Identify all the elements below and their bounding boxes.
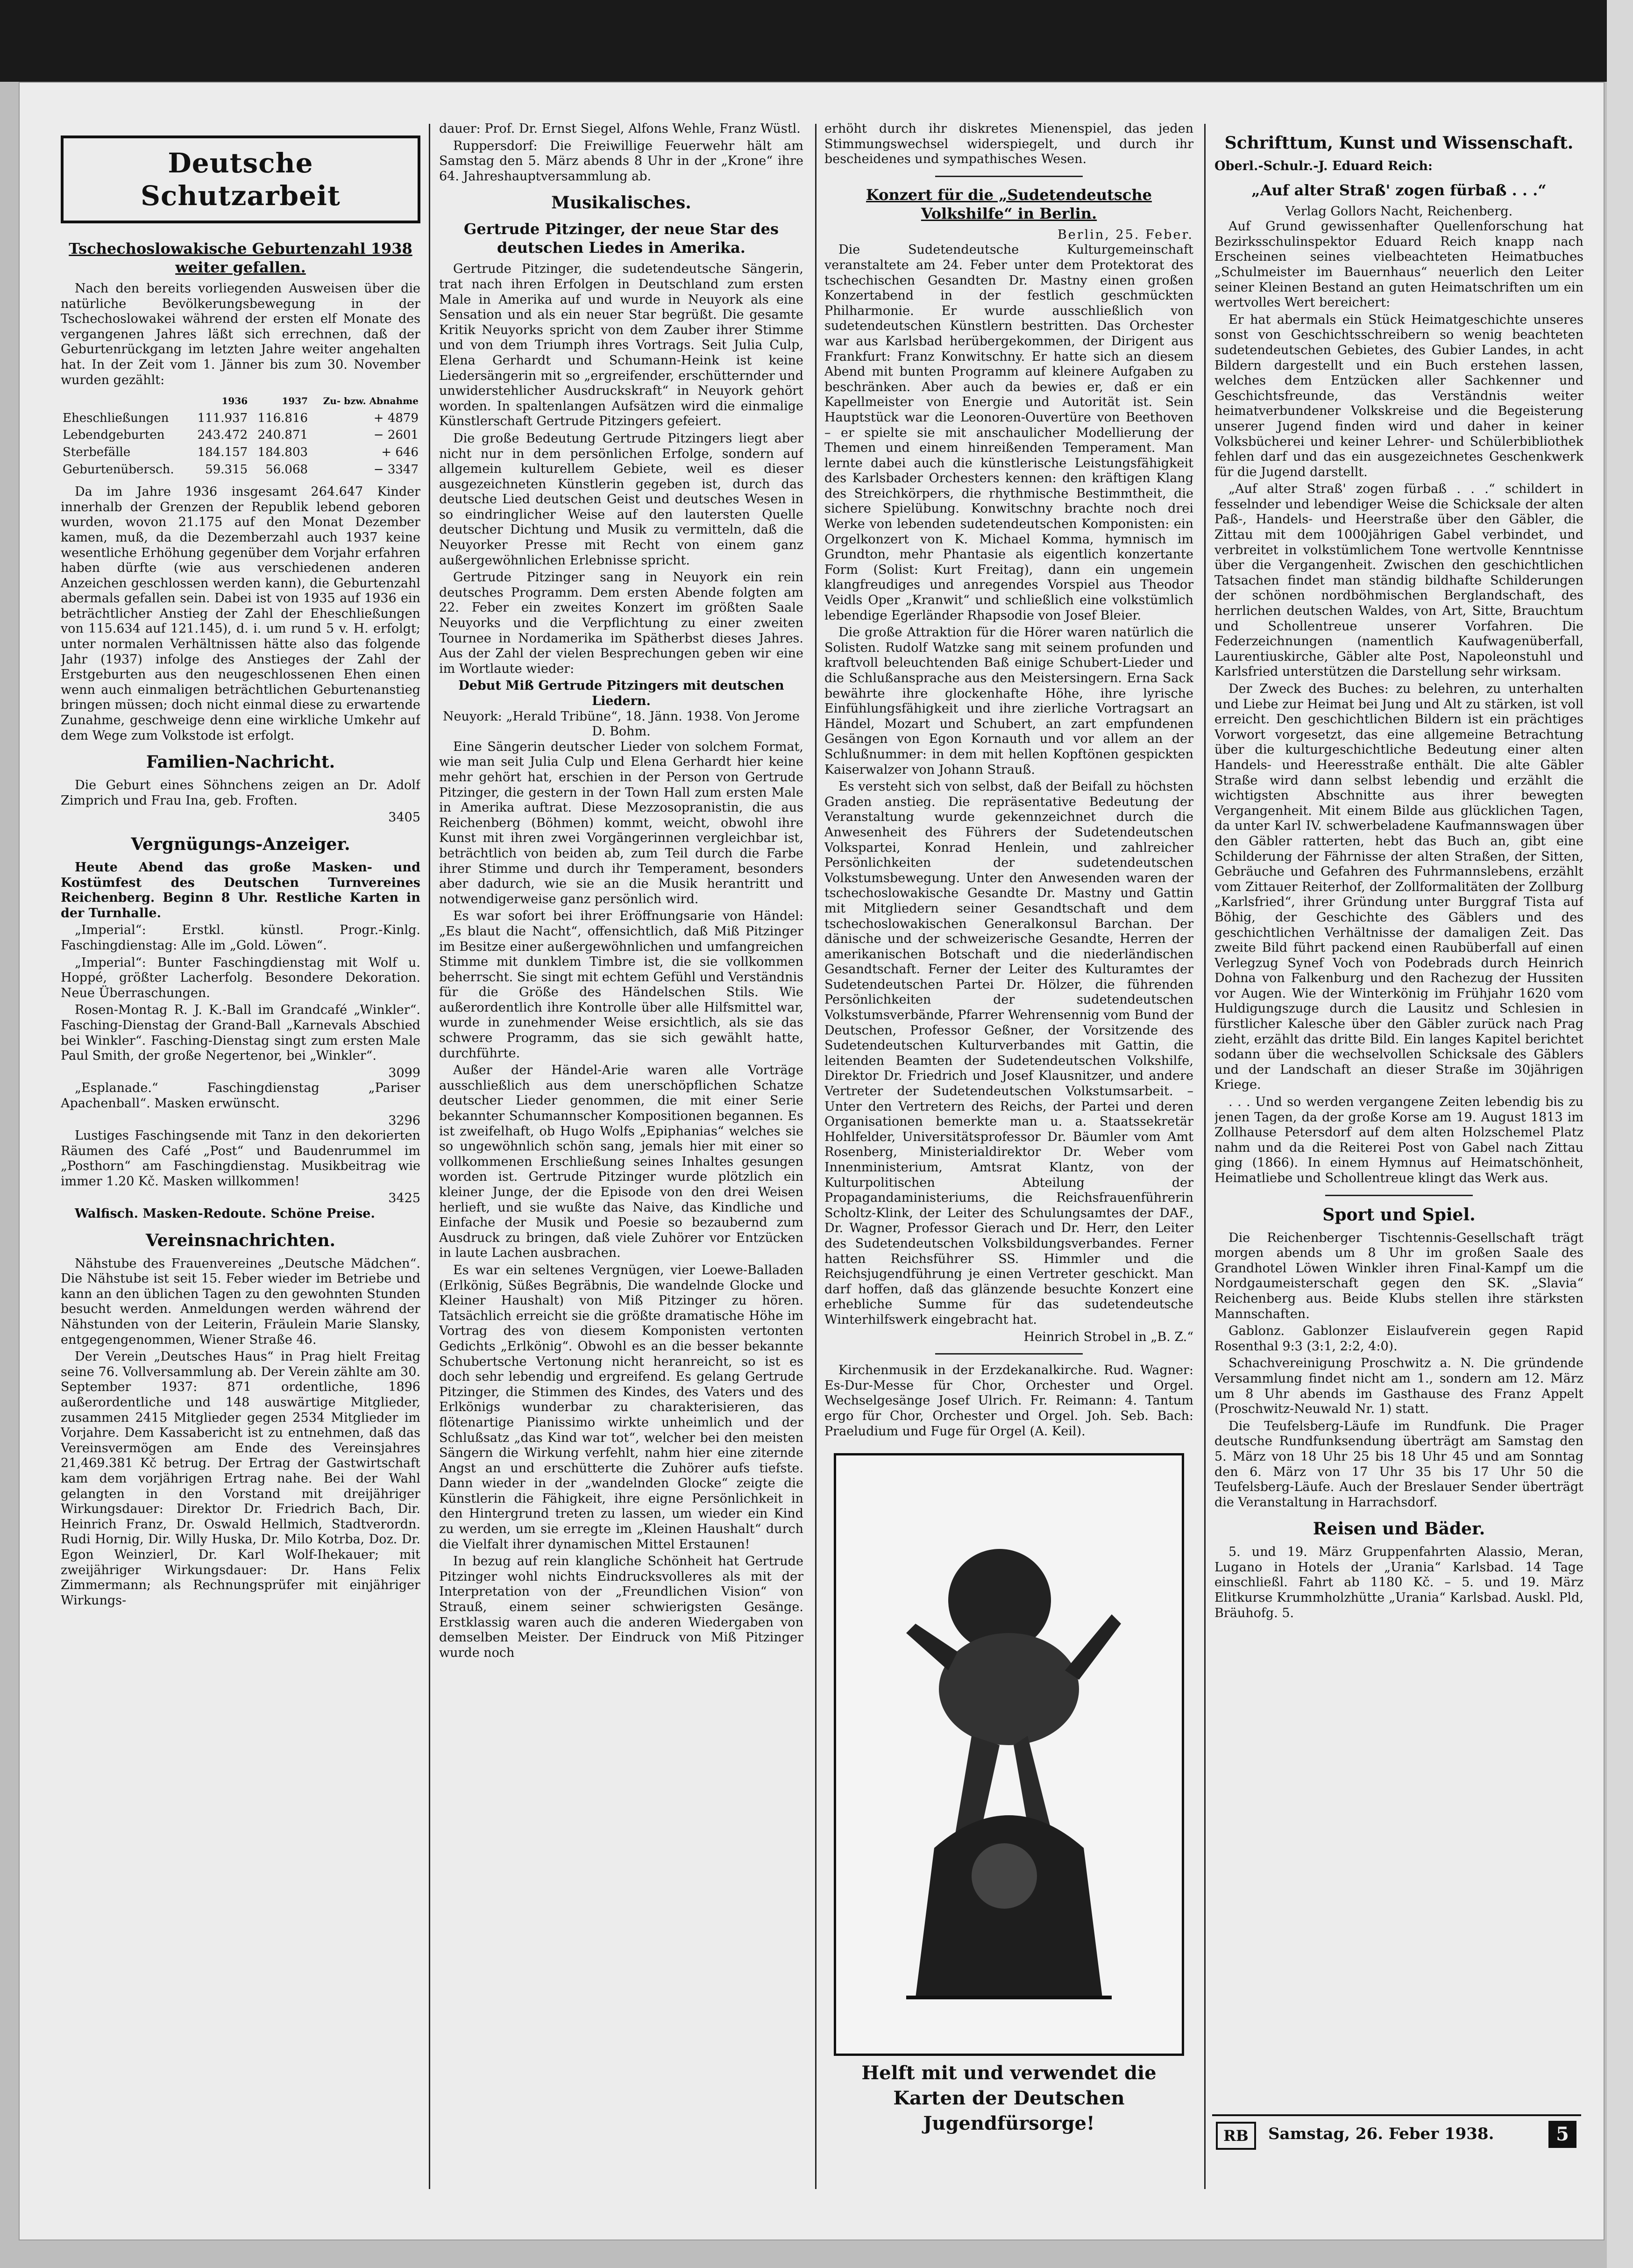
article-paragraph: Es war sofort bei ihrer Eröffnungsarie von Händel: „Es blaut die Nacht“, offensichtlich, daß Miß Pitzinger im Besitze einer außergewöhnlichen und umfangreichen Stimme mit dunklem Timbre ist, die sie vollkommen beherrscht. Sie singt mit echtem Gefühl und Verständnis für die Größe des Händelschen Stils. Wie außerordentlich ihre Kontrolle über alle Hilfsmittel war, wurde in zunehmender Weise ersichtlich, als sie das schwere Programm, das sie sich gewählt hatte, durchführte. — [439, 909, 803, 1061]
article-paragraph: In bezug auf rein klangliche Schönheit hat Gertrude Pitzinger wohl nichts Eindrucksvolleres als mit der Interpretation von der „Freundlichen Vision“ von Strauß, einem seiner schwierigsten Gesänge. Erstklassig waren auch die anderen Wiedergaben von demselben Meister. Der Eindruck von Miß Pitzinger wurde noch — [439, 1554, 803, 1660]
article-paragraph: Die Sudetendeutsche Kulturgemeinschaft veranstaltete am 24. Feber unter dem Protektorat des tschechischen Gesandten Dr. Mastny einen großen Konzertabend in der festlich geschmückten Philharmonie. Er wurde ausschließlich von sudetendeutschen Künstlern bestritten. Das Orchester war aus Karlsbad herübergekommen, der Dirigent aus Frankfurt: Franz Konwitschny. Er hatte sich an diesem Abend mit bunten Programm auf kleinere Aufgaben zu beschränken. Aber auch da bewies er, daß er ein Kapellmeister von Energie und Autorität ist. Sein Hauptstück war die Leonoren-Ouvertüre von Beethoven – er spielte sie mit anschaulicher Modellierung der Themen und einem hinreißenden Temperament. Man lernte dabei auch die künstlerische Leistungsfähigkeit des Karlsbader Orchesters kennen: den kräftigen Klang des Streichkörpers, die rhythmische Bestimmtheit, die sichere Spielübung. Konwitschny brachte noch drei Werke von lebenden sudetendeutschen Komponisten: ein Orgelkonzert von K. Michael Komma, hymnisch im Grundton, mehr Phantasie als eigentlich konzertante Form (Solist: Kurt Freitag), dann ein ungemein klangfreudiges und anregendes Vorspiel aus Theodor Veidls Oper „Kranwit“ und schließlich eine volkstümlich lebendige Egerländer Rhapsodie von Josef Bleier. — [824, 242, 1193, 623]
page-footer — [1212, 2114, 1581, 2149]
table-row — [61, 461, 420, 478]
table-cell: 116.816 — [257, 411, 308, 425]
sport-paragraph: Die Teufelsberg-Läufe im Rundfunk. Die Prager deutsche Rundfunksendung überträgt am Samstag den 5. März von 18 Uhr 25 bis 18 Uhr 45 und am Sonntag den 6. März von 17 Uhr 35 bis 17 Uhr 50 die Teufelsberg-Läufe. Auch der Breslauer Sender überträgt die Veranstaltung in Harrachsdorf. — [1214, 1419, 1583, 1510]
divider — [1325, 1195, 1473, 1196]
notice-number: 3425 — [388, 1191, 420, 1206]
article-paragraph: Die große Attraktion für die Hörer waren natürlich die Solisten. Rudolf Watzke sang mit seinem profunden und kraftvoll beleuchtenden Baß einige Schubert-Lieder und die Schlußansprache aus den Meistersingern. Erna Sack bewährte ihre glockenhafte Höhe, ihre lyrische Einfühlungsfähigkeit und ihre zierliche Vortragsart an Händel, Mozart und Schubert, an zart empfundenen Gesängen von Egon Kornauth und vor allem an der Schlußnummer: in dem mit hellen Kopftönen gespickten Kaiserwalzer von Johann Strauß. — [824, 625, 1193, 777]
sport-paragraph: Die Reichenberger Tischtennis-Gesellschaft trägt morgen abends um 8 Uhr im großen Saale des Grandhotel Löwen Winkler ihren Final-Kampf um die Nordgaumeisterschaft gegen den SK. „Slavia“ Reichenberg aus. Beide Klubs stellen ihre stärksten Mannschaften. — [1214, 1230, 1583, 1321]
issue-date: Samstag, 26. Feber 1938. — [1268, 2125, 1494, 2143]
article-dateline: Berlin, 25. Feber. — [1057, 227, 1193, 242]
section-heading: Sport und Spiel. — [1322, 1205, 1476, 1225]
column-4 — [1214, 121, 1583, 2140]
page-number: 5 — [1548, 2121, 1576, 2148]
section-heading: Vergnügungs-Anzeiger. — [131, 834, 350, 854]
review-paragraph: Er hat abermals ein Stück Heimatgeschichte unseres sonst von Geschichtsschreibern so wenig beachteten sudetendeutschen Gebietes, des Gubier Landes, in acht Bildern dargestellt und ein Buch erstehen lassen, welches dem Entzücken aller Sachkenner und Geschichtsfreunde, das Verständnis weiter heimatverbundener Volkskreise und die Begeisterung unserer Jugend finden wird und daher in keiner Volksbücherei und keiner Lehrer- und Schülerbibliothek fehlen darf und das ein ausgezeichnetes Geschenkwerk für die Jugend darstellt. — [1214, 312, 1583, 479]
child-illustration-icon — [878, 1493, 1140, 2007]
notice-paragraph: Die Geburt eines Söhnchens zeigen an Dr. Adolf Zimprich und Frau Ina, geb. Froften. — [61, 778, 420, 808]
table-header-row — [61, 392, 420, 410]
table-cell: + 646 — [381, 445, 419, 459]
column-rule — [429, 124, 430, 2189]
divider — [935, 176, 1083, 177]
table-header — [61, 392, 189, 410]
article-paragraph: Nach den bereits vorliegenden Ausweisen über die natürliche Bevölkerungsbewegung in der Tschechoslowakei während der ersten elf Monate des vergangenen Jahres läßt sich errechnen, daß der Geburtenrückgang im letzten Jahre weiter angehalten hat. In der Zeit vom 1. Jänner bis zum 30. November wurden gezählt: — [61, 281, 420, 387]
table-cell: 59.315 — [205, 462, 248, 477]
notice-paragraph: Kirchenmusik in der Erzdekanalkirche. Rud. Wagner: Es-Dur-Messe für Chor, Orchester und Orgel. Wechselgesänge Josef Ulrich. Fr. Reimann: 4. Tantum ergo für Chor, Orchester und Orgel. Joh. Seb. Bach: Praeludium und Fuge für Orgel (A. Keil). — [824, 1363, 1193, 1439]
article-paragraph: erhöht durch ihr diskretes Mienenspiel, das jeden Stimmungswechsel widerspiegelt, und durch ihr bescheidenes und sympathisches Wesen. — [824, 121, 1193, 167]
ad-paragraph: „Esplanade.“ Faschingdienstag „Pariser Apachenball“. Masken erwünscht. — [61, 1081, 420, 1111]
publisher-logo: RB — [1216, 2122, 1256, 2150]
review-byline: Oberl.-Schulr.-J. Eduard Reich: — [1214, 159, 1433, 173]
table-cell: + 4879 — [373, 411, 419, 425]
table-cell: − 2601 — [373, 428, 419, 442]
table-cell: 184.157 — [197, 445, 248, 459]
statistics-table — [61, 392, 420, 478]
ad-paragraph: Walfisch. Masken-Redoute. Schöne Preise. — [75, 1206, 375, 1221]
article-paragraph: dauer: Prof. Dr. Ernst Siegel, Alfons Wehle, Franz Wüstl. — [439, 121, 801, 136]
advertisement-caption: Helft mit und verwendet die Karten der Deutschen Jugendfürsorge! — [861, 2062, 1157, 2135]
article-paragraph: Gertrude Pitzinger sang in Neuyork ein rein deutsches Programm. Dem ersten Abende folgten am 22. Feber ein zweites Konzert im größten Saale Neuyorks und die Verpflichtung zu einer zweiten Tournee in Nordamerika im Spätherbst dieses Jahres. Aus der Zahl der vielen Besprechungen geben wir eine im Wortlaute wieder: — [439, 570, 803, 676]
column-3 — [824, 121, 1193, 2140]
table-cell: 56.068 — [265, 462, 308, 477]
section-heading: Schrifttum, Kunst und Wissenschaft. — [1224, 133, 1574, 153]
notice-number: 3099 — [388, 1065, 420, 1080]
book-title: „Auf alter Straß' zogen fürbaß . . .“ — [1251, 181, 1547, 199]
table-header: 1937 — [282, 395, 308, 407]
table-row — [61, 444, 420, 461]
section-masthead: Deutsche Schutzarbeit — [61, 136, 420, 223]
article-paragraph: Gertrude Pitzinger, die sudetendeutsche Sängerin, trat nach ihren Erfolgen in Deutschland zum ersten Male in Amerika auf und wurde in Neuyork als eine Sensation und als ein neuer Star begrüßt. Die gesamte Kritik Neuyorks spricht von dem Zauber ihrer Stimme und von dem Triumph ihres Vortrags. Seit Julia Culp, Elena Gerhardt und Schumann-Heink ist keine Liedersängerin mit so „ergreifender, erschütternder und unwiderstehlicher Ausdruckskraft“ in Neuyork gehört worden. In spaltenlangen Aufsätzen wird die einmalige Künstlerschaft Gertrude Pitzingers gefeiert. — [439, 262, 803, 429]
club-paragraph: Nähstube des Frauenvereines „Deutsche Mädchen“. Die Nähstube ist seit 15. Feber wieder im Betriebe und kann an den üblichen Tagen zu den gewohnten Stunden besucht werden. Anmeldungen werden während der Nähstunden von der Leiterin, Fräulein Marie Slansky, entgegengenommen, Wiener Straße 46. — [61, 1256, 420, 1347]
article-paragraph: Es versteht sich von selbst, daß der Beifall zu höchsten Graden anstieg. Die repräsentative Bedeutung der Veranstaltung wurde gekennzeichnet durch die Anwesenheit des Führers der Sudetendeutschen Volkspartei, Konrad Henlein, und zahlreicher Persönlichkeiten der sudetendeutschen Volkstumsbewegung. Unter den Anwesenden waren der tschechoslowakische Gesandte Dr. Mastny und Gattin mit Mitgliedern seiner Gesandtschaft und dem tschechoslowakischen Generalkonsul Barchan. Der dänische und der schweizerische Gesandte, Herren der amerikanischen Botschaft und die niederländischen Gesandtschaft. Ferner der Leiter des Kulturamtes der Sudetendeutschen Partei Dr. Hölzer, die führenden Persönlichkeiten der sudetendeutschen Volkstumsverbände, Pfarrer Wehrensennig vom Bund der Deutschen, Professor Geßner, der Vorsitzende des Sudetendeutschen Kulturverbandes mit Gattin, die leitenden Beamten der Sudetendeutschen Volkshilfe, Direktor Dr. Friedrich und Josef Klausnitzer, und andere Vertreter der Sudetendeutschen Volkstumsarbeit. – Unter den Vertretern des Reichs, der Partei und deren Organisationen bemerkte man u. a. Staatssekretär Hohlfelder, Universitätsprofessor Dr. Bäumler vom Amt Rosenberg, Ministerialdirektor Dr. Weber vom Innenministerium, Amtsrat Klantz, von der Kulturpolitischen Abteilung der Propagandaministeriums, die Reichsfrauenführerin Scholtz-Klink, der Leiter des Schulungsamtes der DAF., Dr. Wagner, Professor Gierach und Dr. Herr, den Leiter des Sudetendeutschen Volksbildungsverbandes. Ferner hatten Reichsführer SS. Himmler und die Reichsjugendführung je einen Vertreter geschickt. Man darf hoffen, daß das glänzende besuchte Konzert eine erhebliche Summe für das sudetendeutsche Winterhilfswerk eingebracht hat. — [824, 779, 1193, 1327]
section-heading: Familien-Nachricht. — [146, 752, 335, 772]
article-paragraph: Außer der Händel-Arie waren alle Vorträge ausschließlich aus dem unerschöpflichen Schatze deutscher Lieder genommen, die mit einer Serie bekannter Schumannscher Kompositionen begannen. Es ist zweifelhaft, ob Hugo Wolfs „Epiphanias“ welches sie so ungewöhnlich schön sang, jemals hier mit einer so vollkommenen Erschließung seines Inhaltes gesungen worden ist. Gertrude Pitzinger wurde plötzlich ein kleiner Junge, der die Episode von den drei Weisen herlieft, und sie wußte das Naive, das Kindliche und Einfache der Musik und Poesie so bezaubernd zum Ausdruck zu bringen, daß viele Zuhörer vor Entzücken in laute Lachen ausbrachen. — [439, 1063, 803, 1261]
table-row — [61, 427, 420, 444]
divider — [935, 1353, 1083, 1355]
table-cell: 243.472 — [197, 428, 248, 442]
table-row — [61, 410, 420, 427]
column-2 — [439, 121, 803, 2140]
review-paragraph: „Auf alter Straß' zogen fürbaß . . .“ schildert in fesselnder und lebendiger Weise die Schicksale der alten Paß-, Handels- und Heerstraße über den Gäbler, die Zittau mit dem 1000jährigen Gabel verbindet, und verbreitet in volkstümlichem Tone wertvolle Kenntnisse über die Vergangenheit. Zwischen den geschichtlichen Tatsachen findet man ständig bildhafte Schilderungen der schönen nordböhmischen Berglandschaft, des herrlichen deutschen Waldes, von Art, Sitte, Brauchtum und Schollentreue unserer Vorfahren. Die Federzeichnungen (namentlich Kaufwagenüberfall, Laurentiuskirche, Gäbler alte Post, Napoleonstuhl und Karlsfried unterstützen die Darstellung sehr wirksam. — [1214, 482, 1583, 679]
review-paragraph: Auf Grund gewissenhafter Quellenforschung hat Bezirksschulinspektor Eduard Reich knapp nach Erscheinen seines vielbeachteten Heimatbuches „Schulmeister im Bauernhaus“ neuerlich den Leiter seiner Kleinen Bestand an guten Heimatschriften um ein wertvolles Wert bereichert: — [1214, 219, 1583, 310]
article-paragraph: Eine Sängerin deutscher Lieder von solchem Format, wie man seit Julia Culp und Elena Gerhardt hier keine mehr gehört hat, erschien in der Person von Gertrude Pitzinger, die gestern in der Town Hall zum ersten Male in Amerika auftrat. Diese Mezzosopranistin, die aus Reichenberg (Böhmen) kommt, weicht, obwohl ihre Kunst mit ihren zwei Vorgängerinnen vergleichbar ist, beträchtlich von beiden ab, zum Teil durch die Farbe ihrer Stimme und durch ihr Temperament, besonders aber dadurch, wie sie an die Musik herantritt und notwendigerweise ganz persönlich wird. — [439, 739, 803, 906]
table-cell: Sterbefälle — [63, 445, 131, 459]
scan-right-border — [1607, 0, 1633, 2268]
scan-top-border — [0, 0, 1633, 82]
sport-paragraph: Schachvereinigung Proschwitz a. N. Die gründende Versammlung findet nicht am 1., sondern am 12. März um 8 Uhr abends im Gasthause des Franz Appelt (Proschwitz-Neuwald Nr. 1) statt. — [1214, 1356, 1583, 1417]
article-title: Konzert für die „Sudetendeutsche Volkshilfe“ in Berlin. — [866, 185, 1152, 222]
column-rule — [1204, 124, 1206, 2189]
advertisement-box — [834, 1453, 1184, 2056]
table-cell: Geburtenübersch. — [63, 462, 174, 477]
table-cell: Lebendgeburten — [63, 428, 165, 442]
article-paragraph: Die große Bedeutung Gertrude Pitzingers liegt aber nicht nur in dem persönlichen Erfolge, sondern auf allgemein kulturellem Gebiete, weil es dieser ausgezeichneten Künstlerin gegeben ist, durch das deutsche Lied deutschen Geist und deutsches Wesen in so eindringlicher Weise auf den lautersten Quelle deutscher Dichtung und Musik zu vermitteln, daß die Neuyorker Presse mit Recht von einem ganz außergewöhnlichen Erlebnisse spricht. — [439, 431, 803, 568]
club-paragraph: Der Verein „Deutsches Haus“ in Prag hielt Freitag seine 76. Vollversammlung ab. Der Verein zählte am 30. September 1937: 871 ordentliche, 1896 außerordentliche und 148 auswärtige Mitglieder, zusammen 2415 Mitglieder gegen 2534 Mitglieder im Vorjahre. Dem Kassabericht ist zu entnehmen, daß das Vereinsvermögen am Ende des Vereinsjahres 21,469.381 Kč betrug. Der Ertrag der Gastwirtschaft kam dem vorjährigen Ertrag nahe. Bei der Wahl gelangten in den Vorstand mit dreijähriger Wirkungsdauer: Direktor Dr. Friedrich Bach, Dir. Heinrich Franz, Dr. Oswald Hellmich, Stadtverordn. Rudi Hornig, Dir. Willy Huska, Dr. Milo Kotrba, Doz. Dr. Egon Weinzierl, Dr. Karl Wolf-Ihekauer; mit zweijähriger Wirkungsdauer: Dr. Hans Felix Zimmermann; als Rechnungsprüfer mit einjähriger Wirkungs- — [61, 1349, 420, 1608]
ad-paragraph: Heute Abend das große Masken- und Kostümfest des Deutschen Turnvereines Reichenberg. Beginn 8 Uhr. Restliche Karten in der Turnhalle. — [61, 860, 420, 920]
article-byline: Neuyork: „Herald Tribüne“, 18. Jänn. 1938. Von Jerome D. Bohm. — [442, 709, 800, 739]
section-heading: Musikalisches. — [551, 193, 691, 213]
article-paragraph: Ruppersdorf: Die Freiwillige Feuerwehr hält am Samstag den 5. März abends 8 Uhr in der „Krone“ ihre 64. Jahreshauptversammlung ab. — [439, 138, 803, 184]
review-paragraph: Der Zweck des Buches: zu belehren, zu unterhalten und Liebe zur Heimat bei Jung und Alt zu stärken, ist voll erreicht. Den geschichtlichen Bildern ist ein prächtiges Vorwort vorgesetzt, das eine allgemeine Betrachtung über die kulturgeschichtliche Bedeutung einer alten Handels- und Heeresstraße enthält. Die alte Gäbler Straße wird dann selbst lebendig und erzählt die wichtigsten Abschnitte aus ihrer bewegten Vergangenheit. Mit einem Bilde aus glücklichen Tagen, da unter Karl IV. schwerbeladene Kaufmannswagen über den Gäbler ratterten, hebt das Buch an, gibt eine Schilderung der Fährnisse der alten Straßen, der Sitten, Gebräuche und Gefahren des Fuhrmannslebens, erzählt vom Zittauer Reiterhof, der Zollformalitäten der Zollburg „Karlsfried“, ihrer Gründung unter Burggraf Tista auf Böhig, der Geschichte des Gäblers und des geschichtlichen Verhältnisse der damaligen Zeit. Das zweite Bild führt packend einen Raubüberfall auf einen Verlegzug Synef Voch von Podebrads durch Heinrich Dohna von Falkenburg und den Rachezug der Hussiten vor Augen. Wie der Winterkönig im Frühjahr 1620 vom Huldigungszuge durch die Lausitz und Schlesien in fürstlicher Kalesche über den Gäbler zurück nach Prag zieht, erzählt das dritte Bild. Ein langes Kapitel berichtet sodann über die wechselvollen Schicksale des Gäblers und der Landschaft an dieser Straße im 30jährigen Kriege. — [1214, 682, 1583, 1092]
table-header: Zu- bzw. Abnahme — [323, 395, 419, 407]
table-cell: Eheschließungen — [63, 411, 169, 425]
section-heading: Vereinsnachrichten. — [145, 1230, 336, 1250]
travel-paragraph: 5. und 19. März Gruppenfahrten Alassio, Meran, Lugano in Hotels der „Urania“ Karlsbad. 14 Tage einschließl. Fahrt ab 1180 Kč. – 5. und 19. März Elitkurse Krummholzhütte „Urania“ Karlsbad. Auskl. Pld, Bräuhofg. 5. — [1214, 1545, 1583, 1620]
review-paragraph: . . . Und so werden vergangene Zeiten lebendig bis zu jenen Tagen, da der große Korse am 19. August 1813 im Zollhause Petersdorf auf dem alten Holzschemel Platz nahm und da die Reiterei Post von Gabel nach Zittau ging (1866). In einem Hymnus auf Heimatschönheit, Heimatliebe und Schollentreue klingt das Werk aus. — [1214, 1095, 1583, 1185]
notice-number: 3296 — [388, 1113, 420, 1128]
ad-paragraph: „Imperial“: Bunter Faschingdienstag mit Wolf u. Hoppé, größter Lacherfolg. Besondere Dekoration. Neue Überraschungen. — [61, 955, 420, 1000]
table-header: 1936 — [221, 395, 248, 407]
ad-paragraph: „Imperial“: Erstkl. künstl. Progr.-Kinlg. Faschingdienstag: Alle im „Gold. Löwen“. — [61, 923, 420, 953]
article-title: Tschechoslowakische Geburtenzahl 1938 weiter gefallen. — [69, 240, 412, 276]
table-cell: 184.803 — [257, 445, 308, 459]
article-subtitle: Debut Miß Gertrude Pitzingers mit deutschen Liedern. — [458, 678, 784, 708]
ad-paragraph: Rosen-Montag R. J. K.-Ball im Grandcafé „Winkler“. Fasching-Dienstag der Grand-Ball „Karnevals Abschied bei Winkler“. Fasching-Dienstag singt zum ersten Male Paul Smith, der große Negertenor, bei „Winkler“. — [61, 1003, 420, 1063]
column-rule — [815, 124, 816, 2189]
table-cell: − 3347 — [373, 462, 419, 477]
book-publisher: Verlag Gollors Nacht, Reichenberg. — [1285, 204, 1513, 219]
notice-number: 3405 — [388, 810, 420, 825]
article-paragraph: Es war ein seltenes Vergnügen, vier Loewe-Balladen (Erlkönig, Süßes Begräbnis, Die wandelnde Glocke und Kleiner Haushalt) von Miß Pitzinger zu hören. Tatsächlich erreicht sie die größte dramatische Höhe im Vortrag des von diesem Komponisten vertonten Gedichts „Erlkönig“. Obwohl es an die besser bekannte Schubertsche Vertonung nicht heranreicht, so ist es doch sehr lebendig und ergreifend. Es gelang Gertrude Pitzinger, die Stimmen des Kindes, des Vaters und des Erlkönigs wunderbar zu charakterisieren, das flötenartige Pianissimo wirkte unheimlich und der Schlußsatz „das Kind war tot“, welcher bei den meisten Sängern die Wirkung verfehlt, nahm hier eine ziternde Angst an und erschütterte die Zuhörer aufs tiefste. Dann wieder in der „wandelnden Glocke“ zeigte die Künstlerin die Fähigkeit, ihre eigne Persönlichkeit in den Hintergrund treten zu lassen, um wieder ein Kind zu werden, um sie erregte im „Kleinen Haushalt“ durch die Vielfalt ihrer dynamischen Mittel Erstaunen! — [439, 1262, 803, 1552]
article-signature: Heinrich Strobel in „B. Z.“ — [1023, 1329, 1193, 1344]
table-cell: 111.937 — [197, 411, 248, 425]
article-paragraph: Da im Jahre 1936 insgesamt 264.647 Kinder innerhalb der Grenzen der Republik lebend geboren wurden, wovon 21.175 auf den Monat Dezember kamen, muß, da die Dezemberzahl auch 1937 keine wesentliche Erhöhung gegenüber dem Vorjahr erfahren haben dürfte (wie aus verschiedenen anderen Anzeichen geschlossen werden kann), die Geburtenzahl abermals gefallen sein. Dabei ist von 1935 auf 1936 ein beträchtlicher Anstieg der Zahl der Eheschließungen von 115.634 auf 121.145), d. i. um rund 5 v. H. erfolgt; unter normalen Verhältnissen hätte also das folgende Jahr (1937) infolge des Anstieges der Zahl der Erstgeburten aus den neugeschlossenen Ehen einen wenn auch einmaligen beträchtlichen Geburtenanstieg bringen müssen; doch nicht einmal diese zu erwartende Zunahme, geschweige denn eine wirkliche Umkehr auf dem Wege zum Volkstode ist erfolgt. — [61, 485, 420, 743]
section-heading: Reisen und Bäder. — [1313, 1519, 1485, 1539]
ad-paragraph: Lustiges Faschingsende mit Tanz in den dekorierten Räumen des Café „Post“ und Baudenrummel im „Posthorn“ am Faschingdienstag. Musikbeitrag wie immer 1.20 Kč. Masken willkommen! — [61, 1128, 420, 1189]
sport-paragraph: Gablonz. Gablonzer Eislaufverein gegen Rapid Rosenthal 9:3 (3:1, 2:2, 4:0). — [1214, 1324, 1583, 1354]
column-1 — [61, 121, 420, 2140]
table-cell: 240.871 — [257, 428, 308, 442]
article-title: Gertrude Pitzinger, der neue Star des deutschen Liedes in Amerika. — [464, 220, 779, 257]
